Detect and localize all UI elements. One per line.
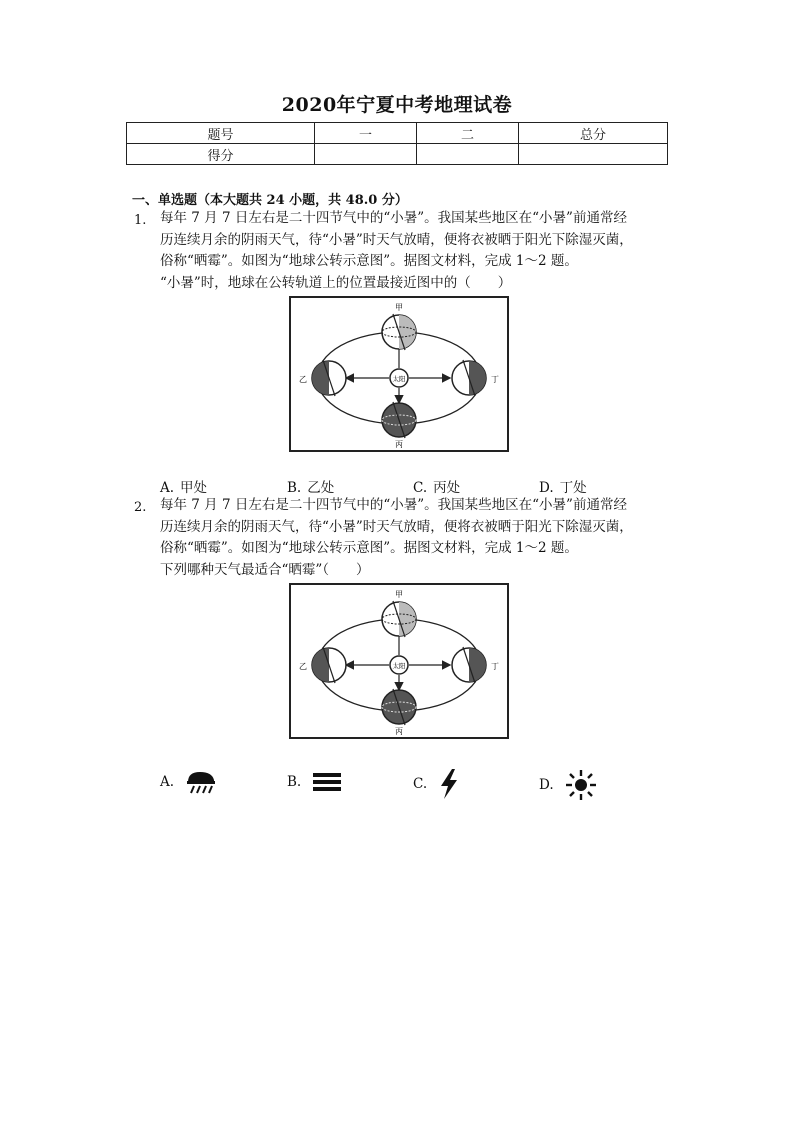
option-text: 丁处: [559, 480, 587, 496]
option-b[interactable]: [287, 768, 343, 796]
position-label-bottom: 丙: [395, 440, 403, 449]
sun-label: 太阳: [392, 662, 406, 670]
position-label-right: 丁: [491, 662, 499, 671]
earth-position-right: [452, 647, 486, 683]
sun-icon: [564, 768, 598, 802]
score-row-label: 得分: [127, 144, 315, 165]
option-letter: D.: [539, 777, 554, 793]
sun-label: 太阳: [392, 375, 406, 383]
section-heading: 一、单选题（本大题共 24 小题，共 48.0 分）: [132, 193, 408, 208]
score-header-cell: 一: [315, 123, 417, 144]
option-letter: D.: [539, 480, 554, 496]
score-header-cell: 二: [417, 123, 519, 144]
option-letter: C.: [413, 480, 428, 496]
score-table-header-row: [127, 123, 668, 144]
score-header-cell: 总分: [519, 123, 668, 144]
fog-icon: [311, 768, 343, 796]
earth-position-right: [452, 360, 486, 396]
option-text: 丙处: [433, 480, 461, 496]
option-a[interactable]: [160, 768, 220, 796]
score-table: [126, 122, 668, 165]
question-prompt: 下列哪种天气最适合“晒霉”（ ）: [160, 561, 370, 578]
option-letter: C.: [413, 776, 428, 792]
question-prompt: “小暑”时，地球在公转轨道上的位置最接近图中的（ ）: [160, 274, 512, 291]
page-title: 2020年宁夏中考地理试卷: [281, 94, 513, 116]
earth-orbit-diagram: [291, 585, 507, 737]
position-label-top: 甲: [395, 303, 403, 312]
option-letter: B.: [287, 774, 302, 790]
option-c[interactable]: [413, 768, 461, 800]
score-cell: [417, 144, 519, 165]
earth-orbit-diagram: [291, 298, 507, 450]
option-a[interactable]: [160, 476, 207, 496]
stem-line: 俗称“晒霉”。如图为“地球公转示意图”。据图文材料，完成 1～2 题。: [160, 540, 578, 556]
stem-line: 历连续月余的阴雨天气，待“小暑”时天气放晴，便将衣被晒于阳光下除湿灭菌，: [160, 231, 633, 248]
question-number: 1.: [134, 213, 147, 228]
earth-orbit-figure: [289, 583, 509, 739]
earth-orbit-figure: [289, 296, 509, 452]
position-label-right: 丁: [491, 375, 499, 384]
stem-line: 俗称“晒霉”。如图为“地球公转示意图”。据图文材料，完成 1～2 题。: [160, 253, 578, 269]
earth-position-left: [312, 360, 346, 396]
score-table-score-row: [127, 144, 668, 165]
option-c[interactable]: [413, 476, 460, 496]
option-d[interactable]: [539, 768, 598, 802]
score-cell: [519, 144, 668, 165]
position-label-top: 甲: [395, 590, 403, 599]
earth-position-top: [382, 314, 416, 350]
earth-position-bottom: [382, 689, 416, 725]
position-label-bottom: 丙: [395, 727, 403, 736]
position-label-left: 乙: [299, 375, 307, 384]
earth-position-left: [312, 647, 346, 683]
score-cell: [315, 144, 417, 165]
question-stem: [160, 208, 670, 294]
rain-cloud-icon: [184, 768, 220, 796]
option-text: 乙处: [307, 480, 335, 496]
question-stem: [160, 495, 670, 581]
question-number: 2.: [134, 500, 147, 515]
score-header-cell: 题号: [127, 123, 315, 144]
earth-position-bottom: [382, 402, 416, 438]
stem-line: 历连续月余的阴雨天气，待“小暑”时天气放晴，便将衣被晒于阳光下除湿灭菌，: [160, 518, 633, 535]
stem-line: 每年 7 月 7 日左右是二十四节气中的“小暑”。我国某些地区在“小暑”前通常经: [160, 497, 627, 513]
option-letter: A.: [160, 774, 175, 790]
stem-line: 每年 7 月 7 日左右是二十四节气中的“小暑”。我国某些地区在“小暑”前通常经: [160, 210, 627, 226]
lightning-icon: [437, 768, 461, 800]
option-b[interactable]: [287, 476, 334, 496]
earth-position-top: [382, 601, 416, 637]
option-text: 甲处: [180, 480, 208, 496]
option-d[interactable]: [539, 476, 587, 496]
option-letter: A.: [160, 480, 175, 496]
position-label-left: 乙: [299, 662, 307, 671]
option-letter: B.: [287, 480, 302, 496]
